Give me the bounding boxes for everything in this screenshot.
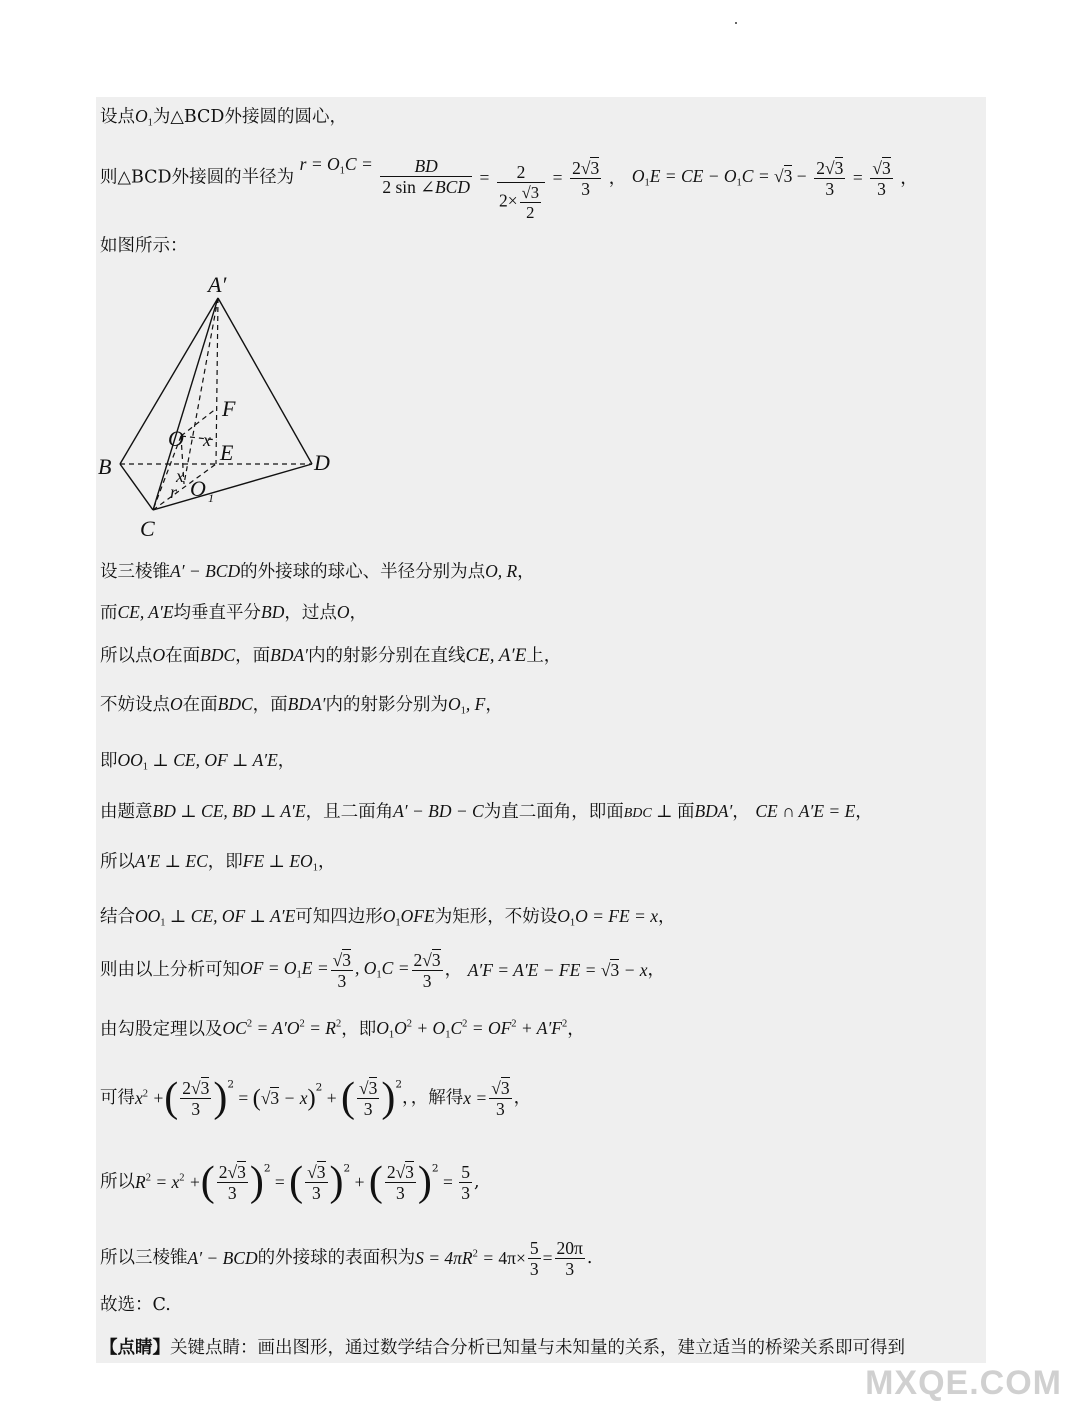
l5-c: ，过点 bbox=[284, 603, 337, 623]
l15-a: 所以 bbox=[100, 1171, 135, 1192]
text-line-6: 所以点O在面BDC，面BDA′内的射影分别在直线CE, A′E上， bbox=[100, 645, 562, 666]
frac-r3: $\frac{√3}{3}$ bbox=[872, 157, 891, 199]
text-line-7: 不妨设点O在面BDC，面BDA′内的射影分别为$O_1$, F， bbox=[100, 694, 503, 717]
label-x-top: x bbox=[203, 430, 211, 450]
text-line-9: 由题意BD ⊥ CE, BD ⊥ A′E，且二面角A′ − BD − C为直二面角，即面BDC ⊥ 面BDA′， CE ∩ A′E = E， bbox=[100, 801, 873, 822]
l6-e: 上， bbox=[526, 646, 562, 666]
watermark: MXQE.COM bbox=[865, 1364, 1062, 1402]
label-e: E bbox=[220, 440, 234, 465]
l16-a: 所以三棱锥 bbox=[100, 1247, 188, 1268]
math-radius: $r = O_1C$ = bbox=[299, 153, 373, 177]
l2-text: 则△BCD外接圆的半径为 bbox=[100, 167, 295, 188]
edge-b-c bbox=[120, 464, 153, 510]
l16-b: 的外接球的表面积为 bbox=[257, 1247, 416, 1268]
l13-b: ，即 bbox=[341, 1019, 377, 1040]
text-line-3: 如图所示： bbox=[100, 236, 188, 256]
text-line-11: 结合$OO_1$ ⊥ CE, OF ⊥ A′E可知四边形$O_1OFE$为矩形，不妨设$O_1O$ = FE = x， bbox=[100, 906, 676, 929]
math-abcd: A′ − BCD bbox=[170, 561, 241, 581]
l6-d: 内的射影分别在直线 bbox=[308, 646, 466, 666]
label-o: O bbox=[168, 426, 184, 451]
l12-a: 则由以上分析可知 bbox=[100, 959, 240, 980]
frac-2r3b: $\frac{2√3}{3}$ bbox=[816, 157, 844, 199]
label-r: r bbox=[170, 482, 178, 502]
frac-2r3: $\frac{2√3}{3}$ bbox=[572, 157, 600, 199]
l6-a: 所以点 bbox=[100, 646, 153, 666]
frac-bd: $\frac{BD}{\text{2 sin ∠BCD}}$ bbox=[382, 155, 470, 197]
line-o-e bbox=[181, 436, 217, 440]
math-o: O bbox=[336, 602, 350, 622]
line-o-f bbox=[181, 408, 217, 436]
text-line-10: 所以A′E ⊥ EC，即FE ⊥ $EO_1$， bbox=[100, 851, 336, 874]
l9-c: 为直二面角，即面 bbox=[483, 802, 624, 822]
math-bd: BD bbox=[261, 602, 285, 622]
text-line-4: 设三棱锥A′ − BCD的外接球的球心、半径分别为点O, R， bbox=[100, 561, 535, 582]
note-text: 关键点睛：画出图形，通过数学结合分析已知量与未知量的关系，建立适当的桥梁关系即可得到 bbox=[170, 1338, 905, 1358]
line-c-e bbox=[153, 464, 216, 510]
l9-d: 面 bbox=[676, 802, 695, 822]
text-line-1 bbox=[100, 108, 347, 129]
math-o1e: $O_1E$ = CE − $O_1C = √3$ − bbox=[631, 165, 807, 189]
l11-a: 结合 bbox=[100, 907, 135, 927]
l10-a: 所以 bbox=[100, 852, 135, 872]
l8-a: 即 bbox=[100, 751, 118, 771]
l1-text: 设点 bbox=[100, 107, 135, 127]
pyramid-figure bbox=[96, 270, 356, 550]
text-line-17: 故选：C. bbox=[100, 1295, 171, 1315]
frac-2: 2 2× $\frac{√3}{2}$ bbox=[497, 162, 545, 222]
text-line-12: 则由以上分析可知OF = $O_1E$ = $\frac{√3}{3}$ , $O_1C$ = $\frac{2√3}{3}$ ， A′F = A′E − FE = √3 − x， bbox=[100, 950, 666, 992]
label-x-bottom: x bbox=[176, 466, 184, 486]
l7-d: 内的射影分别为 bbox=[325, 695, 448, 715]
note-bracket: 【点睛】 bbox=[100, 1338, 170, 1358]
text-line-2: 则△BCD外接圆的半径为 $r = O_1C$ = $\frac{BD}{\text{2 sin ∠BCD}}$ = 2 2× $\frac{√3}{2}$ = $\frac{2√3}{3}$ ， $O_1E$ = CE − $O_1C = √3$ − $\frac{2√3}{3}$ = $\frac{√3}{3}$ ， bbox=[100, 153, 918, 223]
stray-dot bbox=[735, 22, 737, 24]
l6-b: 在面 bbox=[165, 646, 201, 666]
l7-c: ，面 bbox=[252, 695, 288, 715]
l5-b: 均垂直平分 bbox=[173, 603, 262, 623]
label-d: D bbox=[314, 450, 330, 475]
text-line-16: 所以三棱锥A′ − BCD的外接球的表面积为$S = 4\pi R^2 = 4\pi\times$ $\frac{5}{3}$ = $\frac{20\pi}{3}$ . bbox=[100, 1238, 593, 1280]
label-o1-sub: 1 bbox=[208, 491, 214, 505]
l9-a: 由题意 bbox=[100, 802, 153, 822]
l7-a: 不妨设点 bbox=[100, 695, 170, 715]
l11-b: 可知四边形 bbox=[295, 907, 383, 927]
text-line-5: 而CE, A′E均垂直平分BD，过点O， bbox=[100, 602, 367, 623]
l6-c: ，面 bbox=[235, 646, 271, 666]
label-c: C bbox=[140, 516, 155, 541]
l7-b: 在面 bbox=[182, 695, 218, 715]
l11-c: 为矩形，不妨设 bbox=[434, 907, 558, 927]
text-line-8: 即$OO_1$ ⊥ CE, OF ⊥ A′E， bbox=[100, 750, 296, 773]
l9-b: ，且二面角 bbox=[305, 802, 394, 822]
text-line-14: 可得$x^2$ +( $\frac{2√3}{3}$ )$^2 = (√3 - x)^2$ + ( $\frac{√3}{3}$ )$^2$，，解得x = $\frac{√3}{3}$ ， bbox=[100, 1074, 532, 1121]
math-or: O, R bbox=[485, 561, 518, 581]
l4-mid: 的外接球的球心、半径分别为点 bbox=[240, 562, 486, 582]
l10-b: ，即 bbox=[207, 852, 243, 872]
math-ce-ae: CE, A′E bbox=[117, 602, 174, 622]
text-line-13: 由勾股定理以及$OC^2 = A'O^2 = R^2$，即$O_1O^2 + O_1C^2 = OF^2 + A'F^2$， bbox=[100, 1018, 585, 1042]
l1-end: 为△BCD外接圆的圆心， bbox=[152, 107, 347, 127]
math-o1: $O_1$ bbox=[135, 106, 153, 129]
label-b: B bbox=[98, 454, 112, 479]
text-line-18 bbox=[100, 1340, 905, 1358]
l4-text: 设三棱锥 bbox=[100, 562, 170, 582]
label-a: A′ bbox=[208, 272, 227, 297]
l14-a: 可得 bbox=[100, 1087, 135, 1108]
l13-a: 由勾股定理以及 bbox=[100, 1019, 223, 1040]
label-o1: O bbox=[190, 476, 206, 501]
text-line-15: 所以$R^2 = x^2$ +( $\frac{2√3}{3}$ )$^2$ = ( $\frac{√3}{3}$ )$^2$ + ( $\frac{2√3}{3}$ )$^2$ = $\frac{5}{3}$ , bbox=[100, 1158, 480, 1205]
l14-b: ，解得 bbox=[410, 1087, 464, 1108]
label-f: F bbox=[222, 396, 236, 421]
line-a-e bbox=[216, 298, 218, 464]
l5-a: 而 bbox=[100, 603, 118, 623]
